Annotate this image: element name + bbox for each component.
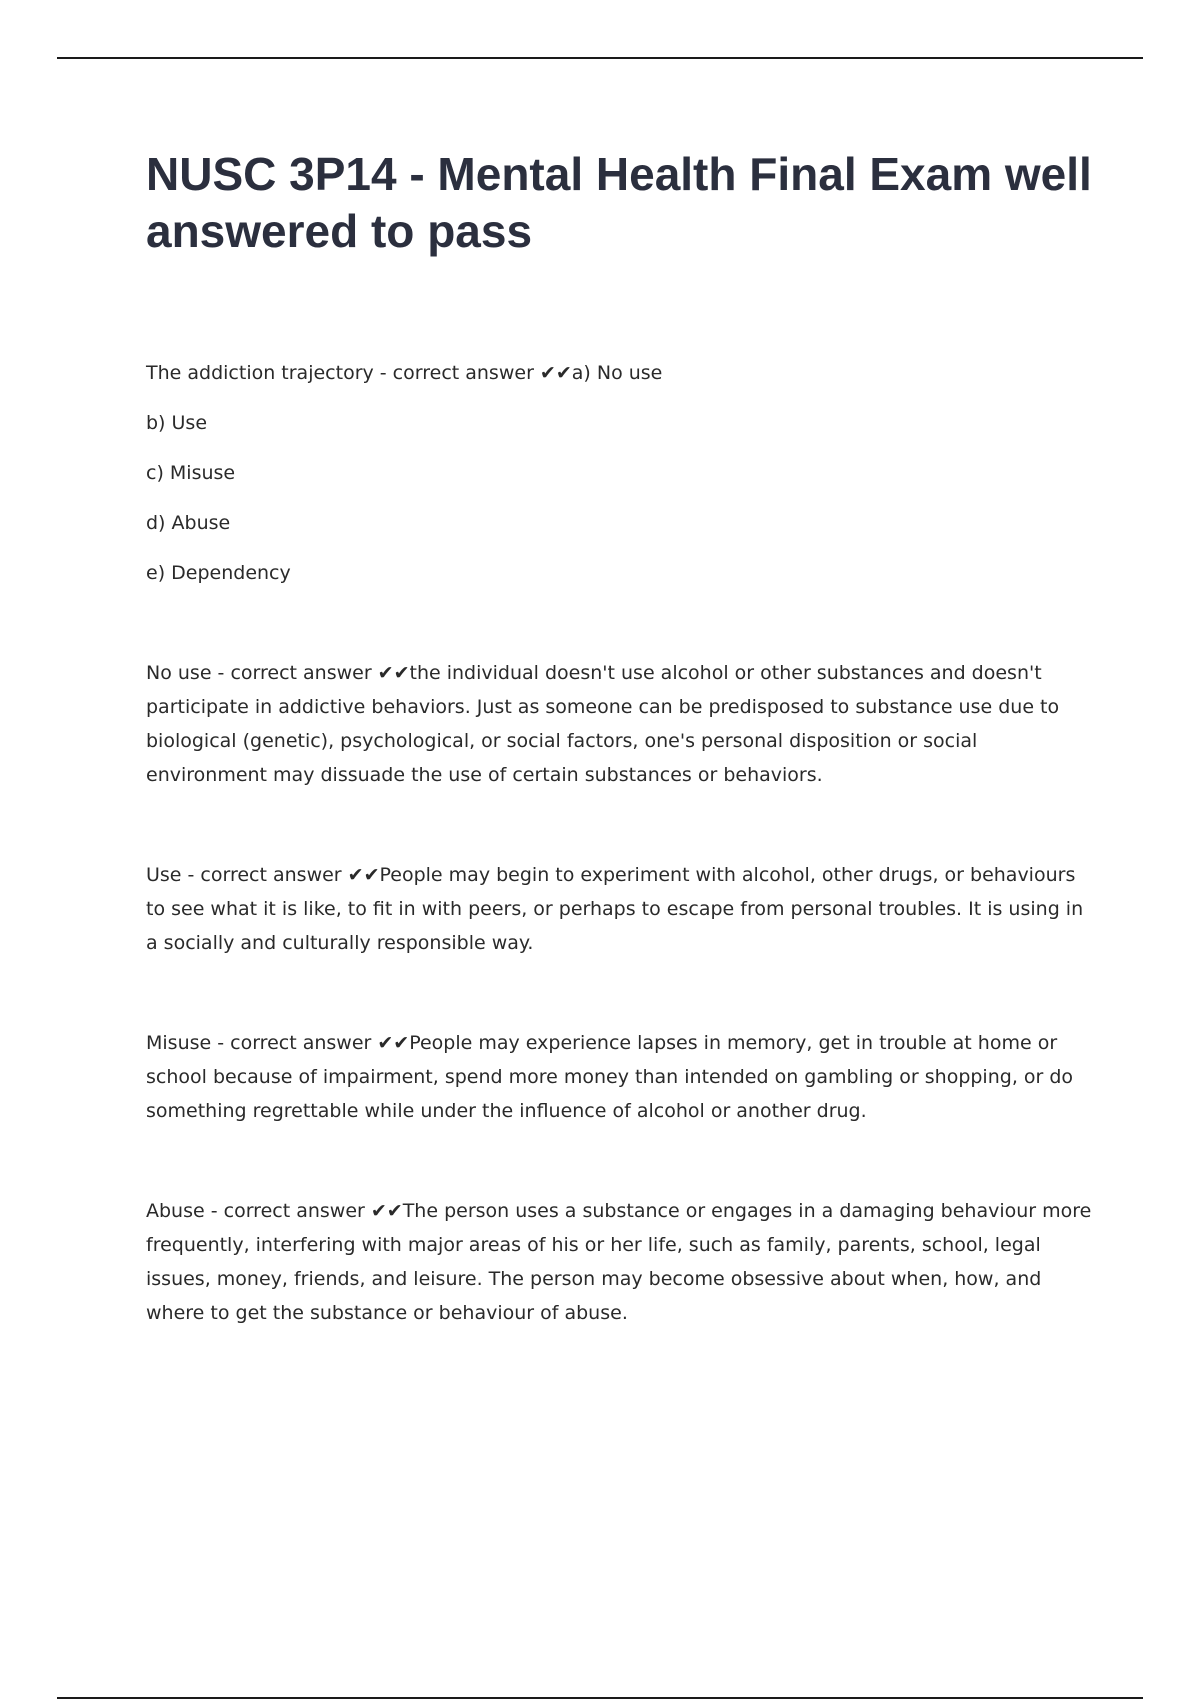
entry-no-use: No use - correct answer ✔✔the individual doesn't use alcohol or other substances and doesn't participate in addictive behaviors. Just as someone can be predisposed to substance use due to biological (genetic), psychological, or social factors, one's personal disposition or social environment may dissuade the use of certain substances or behaviors.	[146, 662, 1060, 786]
bottom-rule	[57, 1697, 1143, 1699]
option-misuse: c) Misuse	[146, 462, 236, 484]
page-title: NUSC 3P14 - Mental Health Final Exam well answered to pass	[146, 148, 1092, 257]
entry-use: Use - correct answer ✔✔People may begin to experiment with alcohol, other drugs, or behaviours to see what it is like, to fit in with peers, or perhaps to escape from personal troubles. It is using in a socially and culturally responsible way.	[146, 864, 1084, 954]
question-addiction-trajectory: The addiction trajectory - correct answer ✔✔a) No use	[146, 362, 663, 384]
entry-misuse: Misuse - correct answer ✔✔People may experience lapses in memory, get in trouble at home or school because of impairment, spend more money than intended on gambling or shopping, or do something regrettable while under the influence of alcohol or another drug.	[146, 1032, 1074, 1122]
option-dependency: e) Dependency	[146, 562, 291, 584]
entry-abuse: Abuse - correct answer ✔✔The person uses a substance or engages in a damaging behaviour more frequently, interfering with major areas of his or her life, such as family, parents, school, legal issues, money, friends, and leisure. The person may become obsessive about when, how, and where to get the substance or behaviour of abuse.	[146, 1200, 1092, 1324]
document-body	[146, 356, 1096, 1330]
option-abuse: d) Abuse	[146, 512, 231, 534]
option-use: b) Use	[146, 412, 208, 434]
top-rule	[57, 57, 1143, 59]
